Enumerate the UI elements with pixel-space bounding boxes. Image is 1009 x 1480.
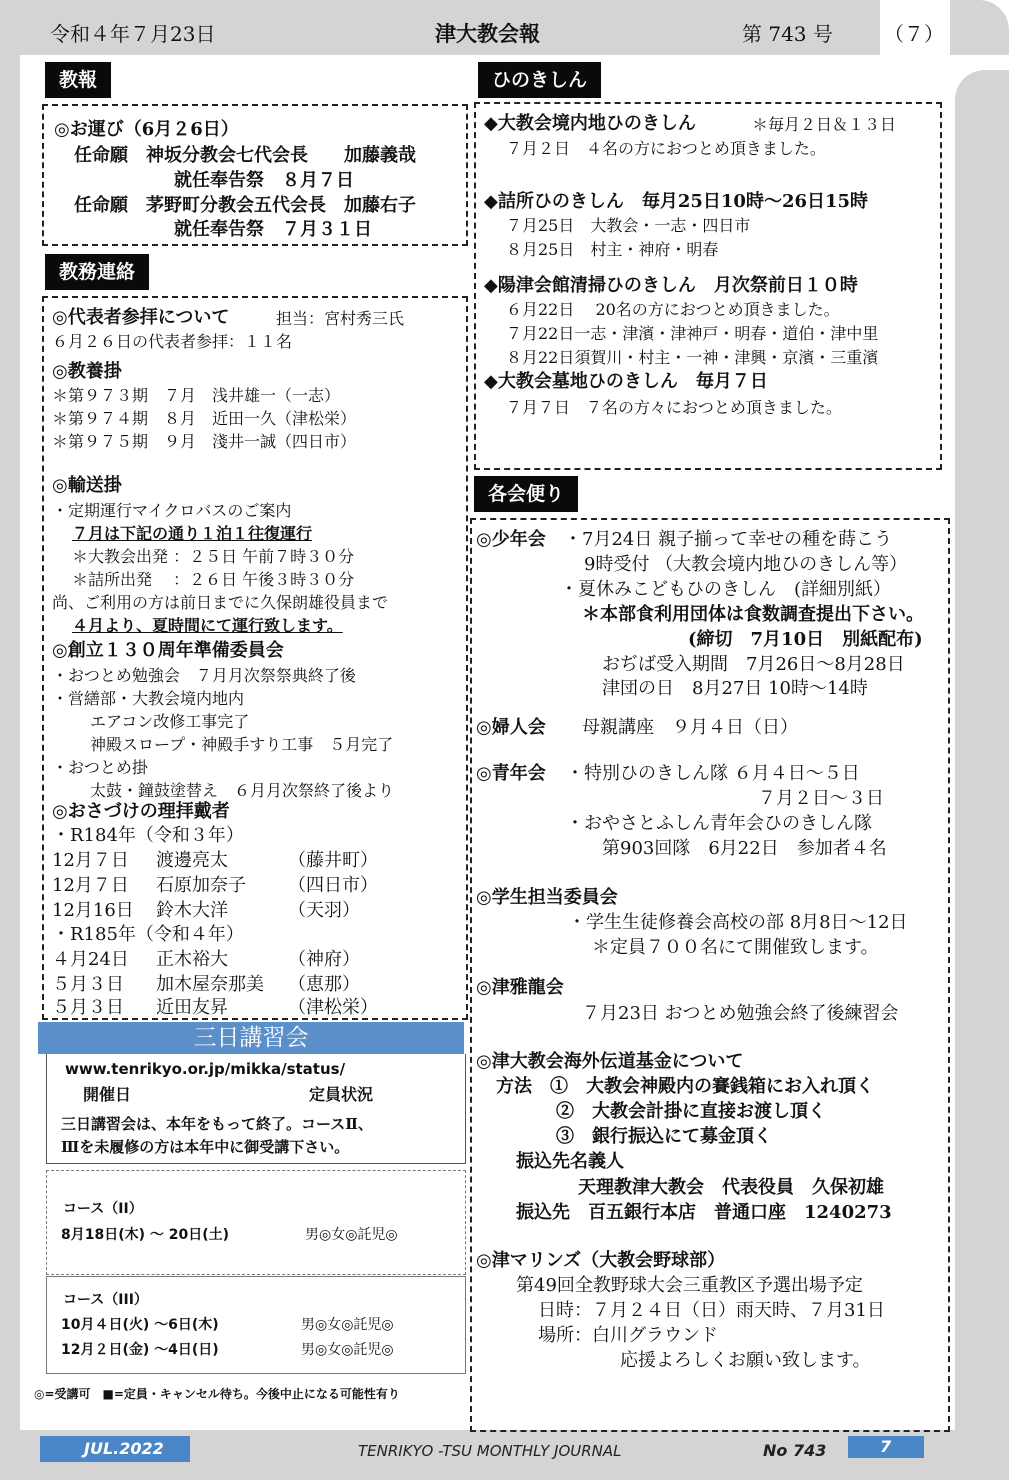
mikka-col-date: 開催日 [83,1085,132,1104]
header-title: 津大教会報 [435,21,540,46]
kyomu-line-1a: ◎代表者参拝について [52,307,230,328]
kyomu-line-23: ・R185年（令和４年） [52,924,244,945]
mikka-course3-date-2: 12月２日(金) ～4日(日) [61,1342,219,1358]
section-title-hinokishin: ひのきしん [478,62,601,98]
kyomu-box [42,296,468,1020]
marines-line-3: 場所：白川グラウンド [538,1325,718,1346]
hinokishin-line-4a: ７月７日 ７名の方々におつとめ頂きました。 [506,398,842,417]
hinokishin-line-3c: ８月22日須賀川・村主・一神・津興・京濱・三重濱 [506,348,879,367]
kyomu-line-17: エアコン改修工事完了 [90,712,250,731]
garyukai-line-1: ７月23日 おつとめ勉強会終了後練習会 [582,1003,899,1024]
seinenkai-heading: ◎青年会 [476,763,546,784]
frame-left [0,0,20,1480]
marines-line-2: 日時：７月２４日（日）雨天時、７月31日 [538,1300,885,1321]
footer-date: JUL.2022 [84,1439,164,1458]
kakukai-box [470,518,950,1432]
garyukai-heading: ◎津雅龍会 [476,977,564,998]
kyomu-line-20: 太鼓・鐘鼓塗替え ６月月次祭終了後より [90,781,395,800]
kyoho-line-4: 任命願 茅野町分教会五代会長 加藤右子 [74,195,416,216]
kyomu-line-3: ◎教養掛 [52,361,122,382]
mikka-course3-date-1: 10月４日(火) ～6日(木) [61,1317,219,1333]
mikka-info-box [46,1054,466,1164]
kyomu-line-1b: 担当：宮村秀三氏 [276,309,405,328]
hinokishin-box [474,102,942,470]
seinenkai-line-3: ・おやさとふしん青年会ひのきしん隊 [566,813,872,834]
kaigai-line-6: 振込先 百五銀行本店 普通口座 1240273 [516,1202,892,1223]
header-date: 令和４年７月23日 [50,22,216,46]
recipient-name: 石原加奈子 [156,875,246,896]
shonenkai-line-6: おぢば受入期間 7月26日～8月28日 [602,654,905,675]
kyomu-line-9: ７月は下記の通り１泊１往復運行 [72,524,313,543]
hinokishin-line-4: ◆大教会墓地ひのきしん 毎月７日 [484,371,768,392]
recipient-date: 12月16日 [52,900,134,921]
fujinkai-line-1: 母親講座 ９月４日（日） [582,717,798,738]
seinenkai-line-1: ・特別ひのきしん隊 ６月４日～５日 [566,763,860,784]
mikka-legend: ◎=受講可 ■=定員・キャンセル待ち。今後中止になる可能性有り [34,1387,400,1401]
mikka-url[interactable]: www.tenrikyo.or.jp/mikka/status/ [65,1060,346,1078]
mikka-course3-status-2: 男◎女◎託児◎ [301,1342,394,1358]
kaigai-line-2: ② 大教会計掛に直接お渡し頂く [556,1101,826,1122]
hinokishin-line-2b: ８月25日 村主・神府・明春 [506,240,719,259]
shonenkai-line-3: ・夏休みこどもひのきしん (詳細別紙） [560,579,892,600]
mikka-course3-title: コース（III） [63,1292,148,1308]
recipient-date: 12月７日 [52,875,129,896]
mikka-title: 三日講習会 [38,1022,464,1054]
kyomu-line-11: ＊詰所出発 ：２６日 午後３時３０分 [72,570,355,589]
recipient-church: （恵那） [288,974,360,995]
shonenkai-line-7: 津団の日 8月27日 10時～14時 [602,678,868,699]
recipient-date: ４月24日 [52,949,129,970]
kyomu-line-10: ＊大教会出発 ：２５日 午前７時３０分 [72,547,355,566]
kyoho-line-1: ◎お運び（6月２6日） [54,119,239,140]
section-title-kyomu: 教務連絡 [45,254,149,290]
mikka-course2-box [46,1170,466,1275]
kaigai-heading: ◎津大教会海外伝道基金について [476,1051,744,1072]
gakusei-heading: ◎学生担当委員会 [476,887,618,908]
mikka-course2-status: 男◎女◎託児◎ [305,1227,398,1243]
mikka-course3-status-1: 男◎女◎託児◎ [301,1317,394,1333]
mikka-course2-title: コース（II） [63,1201,143,1217]
recipient-date: 12月７日 [52,850,129,871]
kyomu-line-6: ＊第９７５期 ９月 淺井一誠（四日市） [52,432,357,451]
mikka-note-1: 三日講習会は、本年をもって終了。コースⅡ、 [61,1115,373,1133]
header-issue: 第 743 号 [742,22,833,46]
kyomu-line-5: ＊第９７４期 ８月 近田一久（津松栄） [52,409,357,428]
kyomu-line-14: ◎創立１３０周年準備委員会 [52,640,284,661]
recipient-name: 近田友昇 [156,997,228,1018]
seinenkai-line-4: 第903回隊 6月22日 参加者４名 [602,838,887,859]
kyomu-line-2: ６月２６日の代表者参拝：１１名 [52,332,293,351]
recipient-church: （天羽） [288,900,360,921]
hinokishin-line-1b: ＊毎月２日＆１３日 [752,115,897,134]
kyomu-line-18: 神殿スロープ・神殿手すり工事 ５月完了 [90,735,394,754]
hinokishin-line-1c: ７月２日 ４名の方におつとめ頂きました。 [506,139,826,158]
seinenkai-line-2: ７月２日～３日 [758,788,884,809]
kyoho-box [42,104,468,246]
marines-line-1: 第49回全教野球大会三重教区予選出場予定 [516,1275,863,1296]
fujinkai-heading: ◎婦人会 [476,717,546,738]
shonenkai-heading: ◎少年会 [476,529,546,550]
kaigai-line-4: 振込先名義人 [516,1151,624,1172]
recipient-date: ５月３日 [52,974,124,995]
hinokishin-line-2: ◆詰所ひのきしん 毎月25日10時～26日15時 [484,191,869,212]
mikka-course2-date: 8月18日(木) ～ 20日(土) [61,1227,230,1243]
recipient-church: （四日市） [288,875,378,896]
kyomu-line-19: ・おつとめ掛 [52,758,148,777]
marines-line-4: 応援よろしくお願い致します。 [620,1350,871,1371]
footer-number: No 743 [763,1441,827,1460]
recipient-church: （藤井町） [288,850,378,871]
section-title-kyoho: 教報 [45,62,111,98]
mikka-note-2: Ⅲを未履修の方は本年中に御受講下さい。 [61,1138,350,1156]
shonenkai-line-5: (締切 7月10日 別紙配布) [688,629,923,650]
kyomu-line-16: ・営繕部・大教会境内地内 [52,689,245,708]
mikka-course3-box [46,1276,466,1374]
kyomu-line-21: ◎おさづけの理拝戴者 [52,801,230,822]
recipient-name: 正木裕大 [156,949,228,970]
kyoho-line-2: 任命願 神坂分教会七代会長 加藤義哉 [74,145,416,166]
frame-right [955,70,1009,1480]
kyomu-line-8: ・定期運行マイクロバスのご案内 [52,501,292,520]
gakusei-line-1: ・学生生徒修養会高校の部 8月8日～12日 [568,912,908,933]
hinokishin-line-3: ◆陽津会館清掃ひのきしん 月次祭前日１０時 [484,275,858,296]
shonenkai-line-1: ・7月24日 親子揃って幸せの種を蒔こう [564,529,893,550]
recipient-church: （神府） [288,949,360,970]
footer-page: 7 [880,1437,892,1456]
gakusei-line-2: ＊定員７００名にて開催致します。 [592,937,879,958]
kyoho-line-5: 就任奉告祭 ７月３１日 [174,219,372,240]
kyomu-line-13: ４月より、夏時間にて運行致します。 [72,616,343,635]
header-page: （７） [884,22,944,46]
kyomu-line-22: ・R184年（令和３年） [52,825,244,846]
hinokishin-line-1a: ◆大教会境内地ひのきしん [484,113,696,134]
hinokishin-line-3b: ７月22日一志・津濱・津神戸・明春・道伯・津中里 [506,324,879,343]
kaigai-line-5: 天理教津大教会 代表役員 久保初雄 [578,1177,884,1198]
kaigai-line-1: 方法 ① 大教会神殿内の賽銭箱にお入れ頂く [496,1076,874,1097]
recipient-church: （津松栄） [288,997,378,1018]
hinokishin-line-3a: ６月22日 20名の方におつとめ頂きました。 [506,300,840,319]
shonenkai-line-4: ＊本部食利用団体は食数調査提出下さい。 [582,604,924,625]
marines-heading: ◎津マリンズ（大教会野球部） [476,1250,726,1271]
mikka-col-status: 定員状況 [309,1085,374,1104]
kyomu-line-15: ・おつとめ勉強会 ７月月次祭祭典終了後 [52,666,356,685]
footer-journal: TENRIKYO -TSU MONTHLY JOURNAL [358,1442,622,1460]
kyomu-line-4: ＊第９７３期 ７月 浅井雄一（一志） [52,386,341,405]
hinokishin-line-2a: ７月25日 大教会・一志・四日市 [506,216,751,235]
shonenkai-line-2: 9時受付 （大教会境内地ひのきしん等） [584,554,908,575]
recipient-date: ５月３日 [52,997,124,1018]
kaigai-line-3: ③ 銀行振込にて募金頂く [556,1126,772,1147]
kyomu-line-7: ◎輸送掛 [52,475,122,496]
section-title-kakukai: 各会便り [474,476,578,512]
kyomu-line-12: 尚、ご利用の方は前日までに久保朗雄役員まで [52,593,389,612]
page-header [0,14,1009,48]
kyoho-line-3: 就任奉告祭 ８月７日 [174,170,354,191]
recipient-name: 渡邊亮太 [156,850,228,871]
recipient-name: 加木屋奈那美 [156,974,264,995]
recipient-name: 鈴木大洋 [156,900,228,921]
